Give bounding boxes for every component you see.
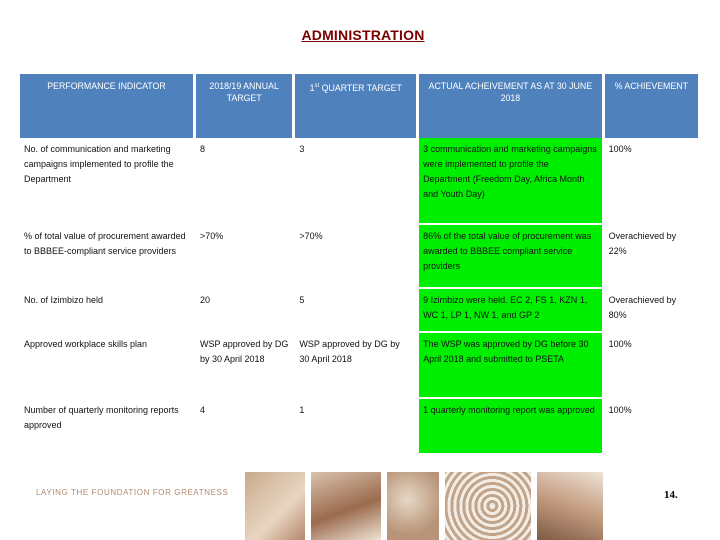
- table-row: [20, 225, 698, 289]
- page-number: 14.: [664, 489, 678, 501]
- header-percent-achievement: % ACHIEVEMENT: [605, 74, 698, 138]
- cell-annual-target: 8: [196, 138, 295, 225]
- cell-indicator: No. of Izimbizo held: [20, 289, 196, 333]
- footer-photo: [537, 472, 603, 540]
- cell-actual-achievement: The WSP was approved by DG before 30 April 2018 and submitted to PSETA: [419, 333, 605, 399]
- header-annual-target: 2018/19 ANNUAL TARGET: [196, 74, 295, 138]
- page-title: ADMINISTRATION: [301, 27, 425, 43]
- table-header-row: [20, 74, 698, 138]
- header-performance-indicator: PERFORMANCE INDICATOR: [20, 74, 196, 138]
- footer-photo: [311, 472, 381, 540]
- cell-annual-target: 20: [196, 289, 295, 333]
- cell-percent-achievement: 100%: [605, 399, 698, 455]
- header-quarter-label: QUARTER TARGET: [319, 82, 402, 93]
- cell-actual-achievement: 3 communication and marketing campaigns were implemented to profile the Department (Freedom Day, Africa Month and Youth Day): [419, 138, 605, 225]
- table-row: [20, 399, 698, 455]
- footer-photo: [245, 472, 305, 540]
- cell-quarter-target: 1: [295, 399, 419, 455]
- footer-photo-strip: [245, 472, 645, 540]
- performance-table: [20, 74, 698, 455]
- footer-photo: [445, 472, 531, 540]
- table-row: [20, 333, 698, 399]
- cell-quarter-target: 3: [295, 138, 419, 225]
- cell-quarter-target: WSP approved by DG by 30 April 2018: [295, 333, 419, 399]
- table-row: [20, 138, 698, 225]
- cell-percent-achievement: Overachieved by 22%: [605, 225, 698, 289]
- cell-percent-achievement: 100%: [605, 138, 698, 225]
- cell-quarter-target: 5: [295, 289, 419, 333]
- header-quarter-number: 1: [309, 82, 315, 93]
- cell-indicator: Number of quarterly monitoring reports approved: [20, 399, 196, 455]
- cell-annual-target: >70%: [196, 225, 295, 289]
- cell-percent-achievement: 100%: [605, 333, 698, 399]
- footer-photo: [387, 472, 439, 540]
- cell-indicator: Approved workplace skills plan: [20, 333, 196, 399]
- cell-percent-achievement: Overachieved by 80%: [605, 289, 698, 333]
- cell-annual-target: WSP approved by DG by 30 April 2018: [196, 333, 295, 399]
- cell-indicator: % of total value of procurement awarded to BBBEE-compliant service providers: [20, 225, 196, 289]
- header-quarter-suffix: st: [314, 83, 320, 89]
- cell-quarter-target: >70%: [295, 225, 419, 289]
- cell-indicator: No. of communication and marketing campaigns implemented to profile the Department: [20, 138, 196, 225]
- header-quarter-target: [295, 74, 419, 138]
- cell-actual-achievement: 86% of the total value of procurement was awarded to BBBEE compliant service providers: [419, 225, 605, 289]
- cell-actual-achievement: 9 Izimbizo were held. EC 2, FS 1, KZN 1, WC 1, LP 1, NW 1, and GP 2: [419, 289, 605, 333]
- cell-actual-achievement: 1 quarterly monitoring report was approved: [419, 399, 605, 455]
- cell-annual-target: 4: [196, 399, 295, 455]
- header-actual-achievement: ACTUAL ACHEIVEMENT AS AT 30 JUNE 2018: [419, 74, 605, 138]
- table-row: [20, 289, 698, 333]
- footer-tagline: LAYING THE FOUNDATION FOR GREATNESS: [36, 488, 229, 497]
